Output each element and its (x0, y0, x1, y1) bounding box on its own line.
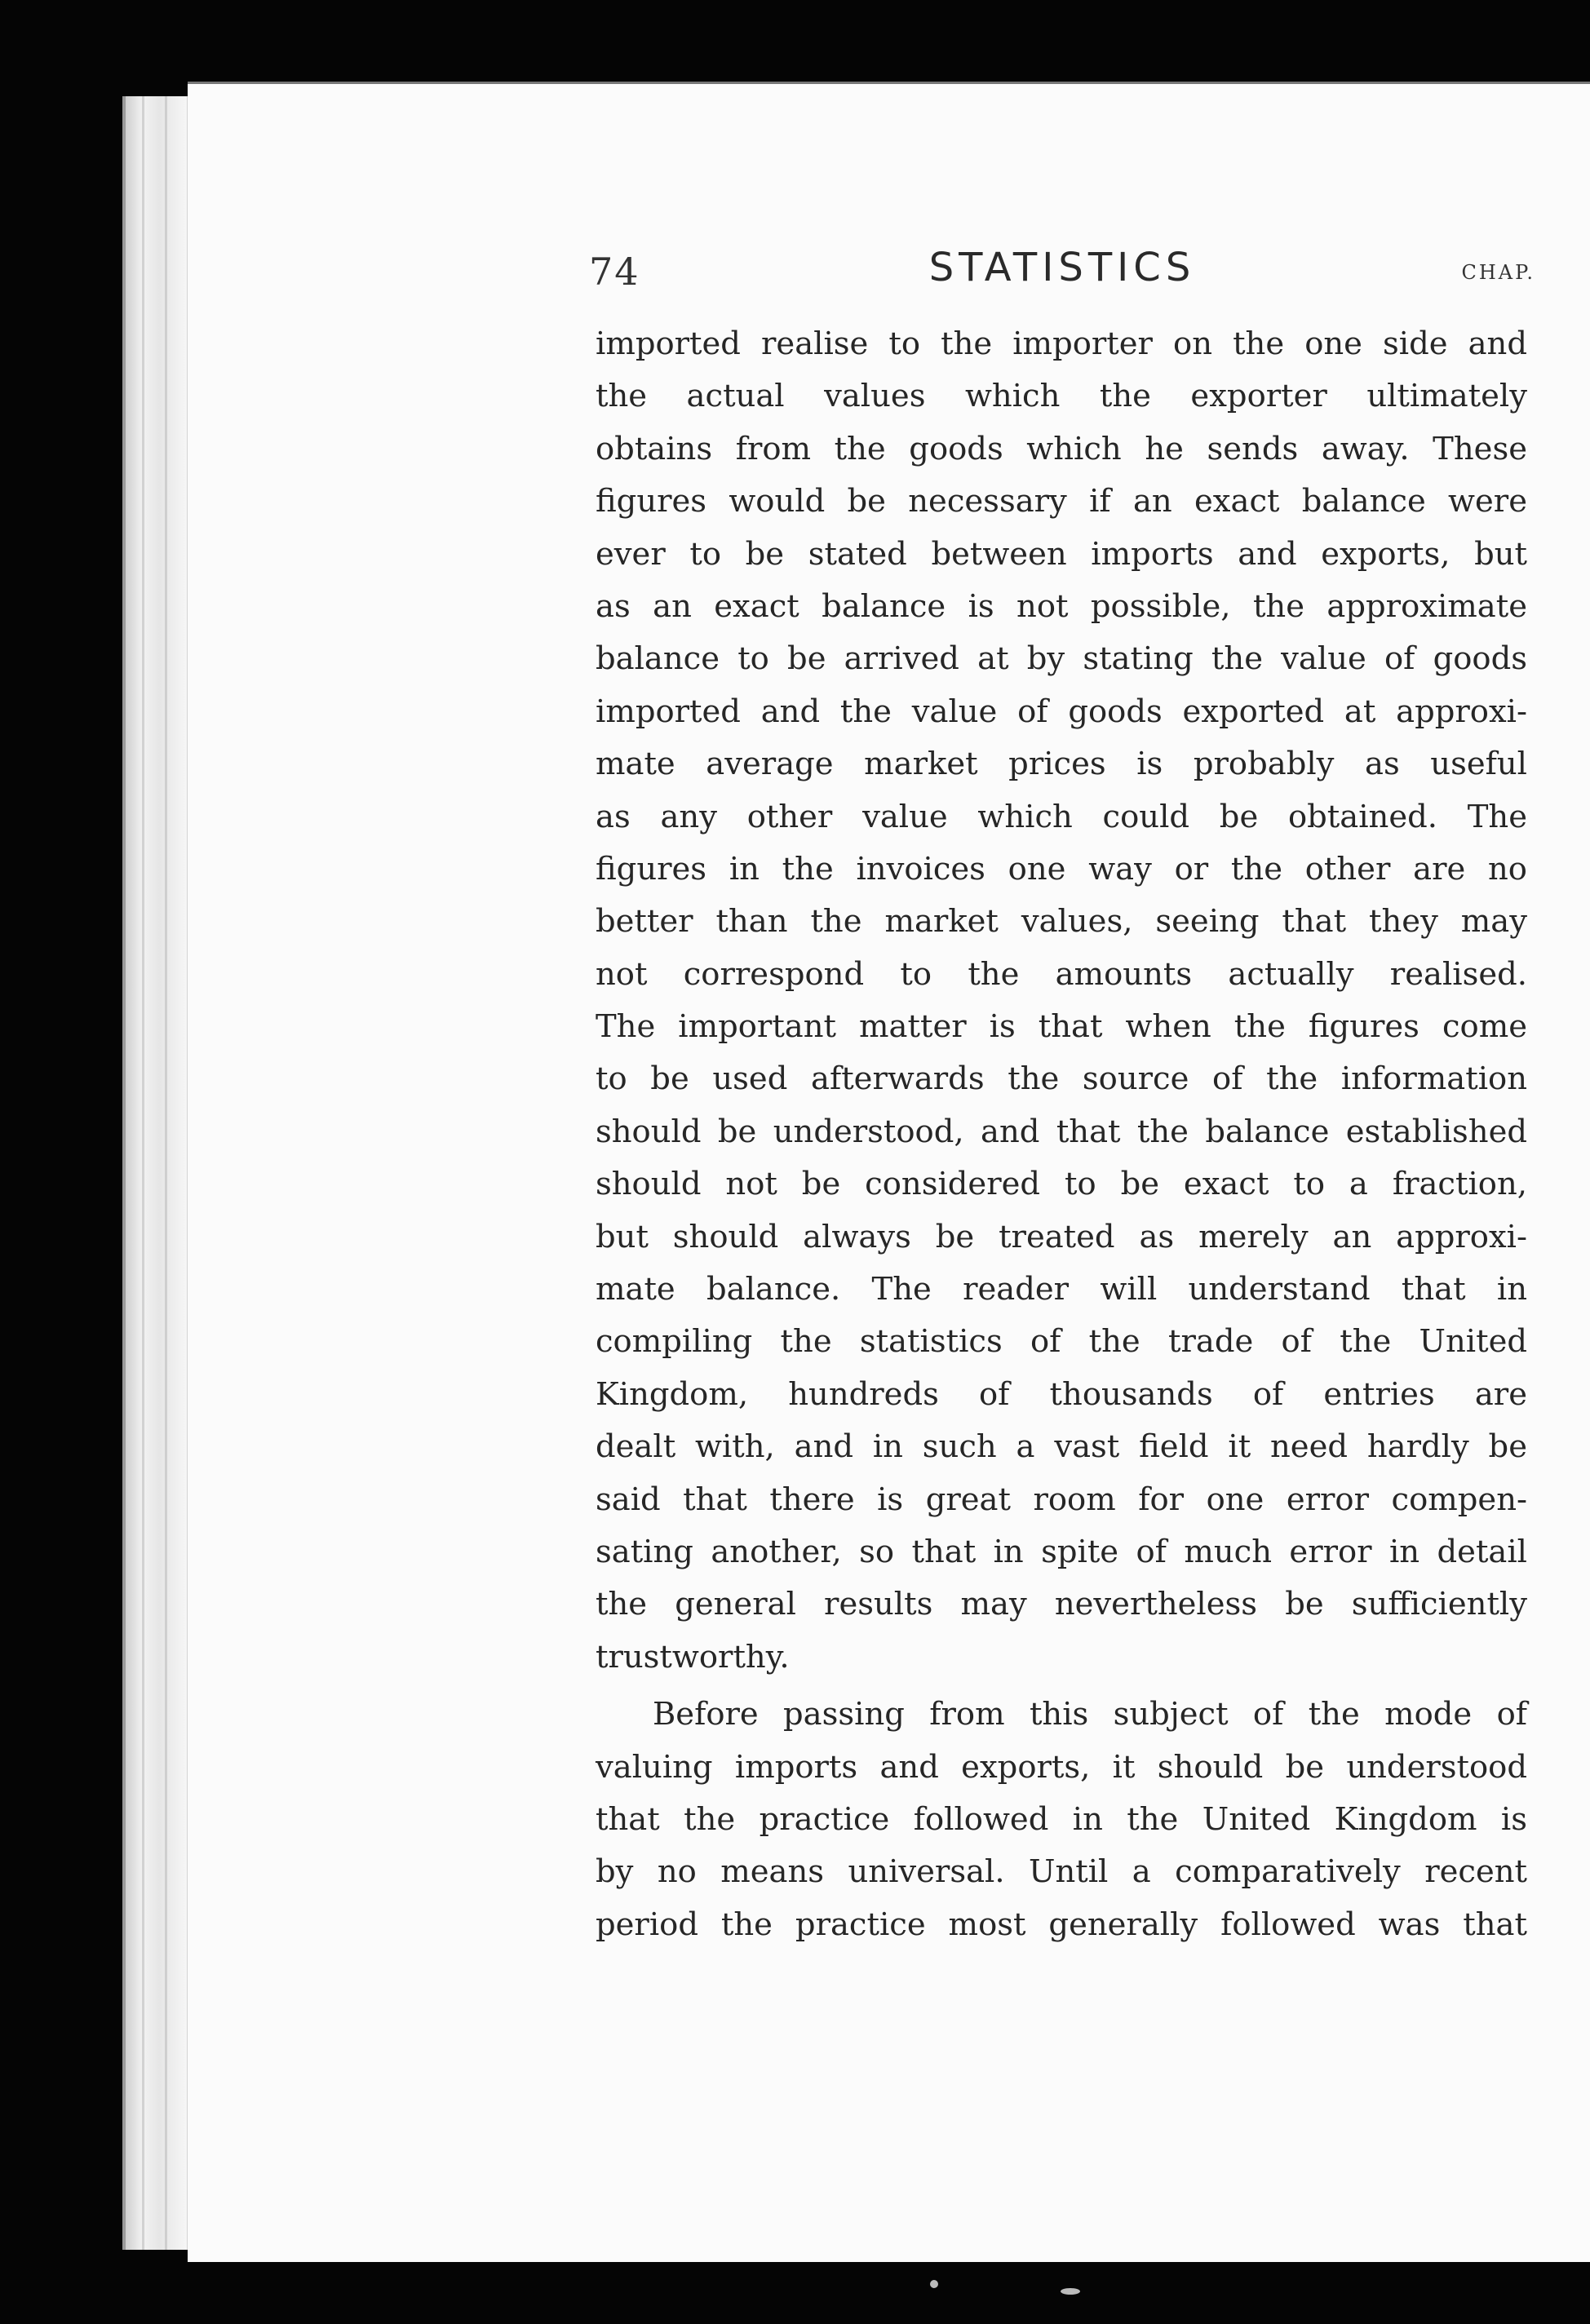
paragraph (596, 318, 1527, 1684)
text-line: Kingdom, hundreds of thousands of entries are (596, 1375, 1527, 1413)
text-line: figures would be necessary if an exact balance were (596, 483, 1527, 520)
text-line: to be used afterwards the source of the information (596, 1060, 1527, 1098)
text-line: that the practice followed in the United Kingdom is (596, 1800, 1527, 1838)
text-line: ever to be stated between imports and exports, but (596, 535, 1527, 573)
text-line: imported realise to the importer on the one side and (596, 325, 1527, 362)
text-line: by no means universal. Until a comparatively recent (596, 1853, 1527, 1891)
text-line: balance to be arrived at by stating the value of goods (596, 640, 1527, 678)
body-text (596, 318, 1527, 1951)
text-line: mate balance. The reader will understand that in (596, 1271, 1527, 1308)
text-line: not correspond to the amounts actually realised. (596, 955, 1527, 993)
text-line: but should always be treated as merely an approxi- (596, 1218, 1527, 1255)
text-line: obtains from the goods which he sends away. These (596, 430, 1527, 467)
text-line: sating another, so that in spite of much error in detail (596, 1533, 1527, 1570)
text-line: as any other value which could be obtained. The (596, 798, 1527, 835)
text-line: the general results may nevertheless be sufficiently (596, 1586, 1527, 1623)
text-line: trustworthy. (596, 1638, 790, 1675)
text-line: figures in the invoices one way or the other are no (596, 850, 1527, 888)
text-line: The important matter is that when the figures come (596, 1008, 1527, 1046)
text-line: valuing imports and exports, it should be understood (596, 1748, 1527, 1786)
paragraph (596, 1689, 1527, 1951)
text-line: dealt with, and in such a vast field it need hardly be (596, 1428, 1527, 1466)
text-line: should not be considered to be exact to a fraction, (596, 1166, 1527, 1203)
page-number: 74 (589, 250, 640, 294)
text-line: compiling the statistics of the trade of the United (596, 1323, 1527, 1361)
text-line: mate average market prices is probably as useful (596, 746, 1527, 783)
text-line: better than the market values, seeing that they may (596, 903, 1527, 941)
running-head: STATISTICS (928, 245, 1196, 290)
text-line: Before passing from this subject of the mode of (653, 1696, 1527, 1733)
text-line: should be understood, and that the balance established (596, 1113, 1527, 1150)
scan-speck (930, 2280, 938, 2288)
text-line: as an exact balance is not possible, the approximate (596, 587, 1527, 625)
chapter-label: CHAP. (1461, 261, 1535, 284)
text-line: the actual values which the exporter ultimately (596, 378, 1527, 415)
text-line: said that there is great room for one error compen- (596, 1481, 1527, 1518)
text-line: period the practice most generally followed was that (596, 1906, 1527, 1943)
page-header (589, 245, 1535, 294)
scan-speck (1061, 2288, 1080, 2295)
text-line: imported and the value of goods exported at approxi- (596, 693, 1527, 730)
